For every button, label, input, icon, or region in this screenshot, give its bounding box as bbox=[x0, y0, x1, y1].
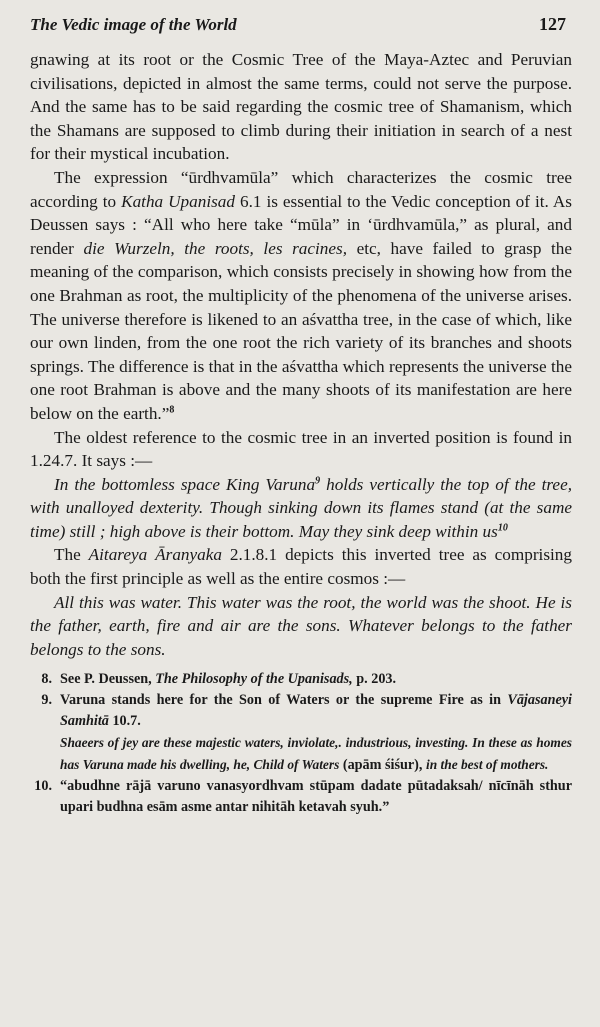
quote1-text-1: In the bottomless space King Varuna bbox=[54, 474, 316, 494]
para2-italic-2: die Wurzeln, the roots, les racines, bbox=[83, 238, 348, 258]
para4-italic-1: Aitareya Āranyaka bbox=[88, 545, 222, 565]
paragraph-2 bbox=[30, 166, 572, 426]
footnote-9-text-2: 10.7. bbox=[108, 713, 141, 730]
footnote-9-quote-2: (apām śiśur), bbox=[339, 757, 427, 774]
footnote-8-text-2: p. 203. bbox=[352, 671, 397, 688]
quote-2: All this was water. This water was the root, the world was the shoot. He is the father, earth, fire and air are the sons. Whatever belongs to the father belongs to the sons. bbox=[30, 592, 572, 659]
para2-text-3: etc, have failed to grasp the meaning of the comparison, which consists precisely in showing how from the one Brahman as root, the multiplicity of the phenomena of the universe arises. The universe therefore is likened to an aśvattha tree, in the case of which, like our own linden, from the one root the rich variety of its branches and shoots springs. The difference is that in the aśvattha which represents the universe the one root Brahman is above and the many shoots of its manifestation are here below on the earth.” bbox=[30, 238, 572, 423]
page-body bbox=[30, 48, 572, 661]
para2-text-2: 6.1 is essential to the Vedic conception of it. As Deussen says : “All who here take “mūla” in ‘ūrdhvamūla,” as plural, and render bbox=[30, 191, 572, 258]
footnote-number: 8. bbox=[41, 671, 52, 688]
footnote-9-italic: Vājasaneyi Samhitā bbox=[60, 692, 572, 730]
quote1-text-2: holds vertically the top of the tree, with unalloyed dexterity. Though sinking down its flames stand (at the same time) still ; high above is their bottom. May they sink deep within us bbox=[30, 474, 572, 541]
running-title: The Vedic image of the World bbox=[30, 15, 237, 34]
footnote-number: 9. bbox=[41, 692, 52, 709]
footnote-9-text-1: Varuna stands here for the Son of Waters or the supreme Fire as in bbox=[60, 692, 508, 709]
page-number: 127 bbox=[539, 14, 566, 34]
footnote-8-text-1: See P. Deussen, bbox=[60, 671, 156, 688]
para2-text-1: The expression “ūrdhvamūla” which characterizes the cosmic tree according to bbox=[30, 167, 572, 211]
para4-text-2: 2.1.8.1 depicts this inverted tree as comprising both the first principle as well as the entire cosmos :— bbox=[30, 545, 572, 589]
paragraph-3: The oldest reference to the cosmic tree in an inverted position is found in 1.24.7. It says :— bbox=[30, 427, 572, 471]
paragraph-1: gnawing at its root or the Cosmic Tree of the Maya-Aztec and Peruvian civilisations, depicted in almost the same terms, could not serve the purpose. And the same has to be said regarding the cosmic tree of Shamanism, which the Shamans are supposed to climb during their initiation in search of a nest for their mystical incubation. bbox=[30, 50, 572, 164]
para2-italic-1: Katha Upanisad bbox=[121, 191, 235, 211]
quote-1 bbox=[30, 473, 572, 544]
footnote-ref-8: 8 bbox=[169, 404, 175, 416]
footnote-9 bbox=[30, 690, 572, 776]
footnote-text: “abudhne rājā varuno vanasyordhvam stūpam dadate pūtadaksah/ nīcīnāh sthur upari budhna esām asme antar nihitāh ketavah syuh.” bbox=[60, 778, 572, 816]
para4-text-1: The bbox=[54, 545, 89, 565]
page-header bbox=[30, 14, 572, 48]
footnote-text bbox=[60, 669, 572, 690]
footnote-ref-10: 10 bbox=[497, 522, 508, 534]
footnotes bbox=[30, 669, 572, 818]
footnote-9-quote-3: in the best of mothers. bbox=[426, 757, 549, 773]
footnote-ref-9: 9 bbox=[315, 474, 321, 486]
footnote-9-quote-1: Shaeers of jey are these majestic waters, inviolate,. industrious, investing. In these as homes has Varuna made his dwelling, he, Child of Waters bbox=[60, 735, 572, 773]
footnote-8 bbox=[30, 669, 572, 690]
footnote-8-italic: The Philosophy of the Upanisads, bbox=[155, 671, 353, 688]
footnote-number: 10. bbox=[34, 778, 52, 795]
paragraph-4 bbox=[30, 543, 572, 590]
footnote-10 bbox=[30, 776, 572, 818]
footnote-text bbox=[60, 690, 572, 776]
